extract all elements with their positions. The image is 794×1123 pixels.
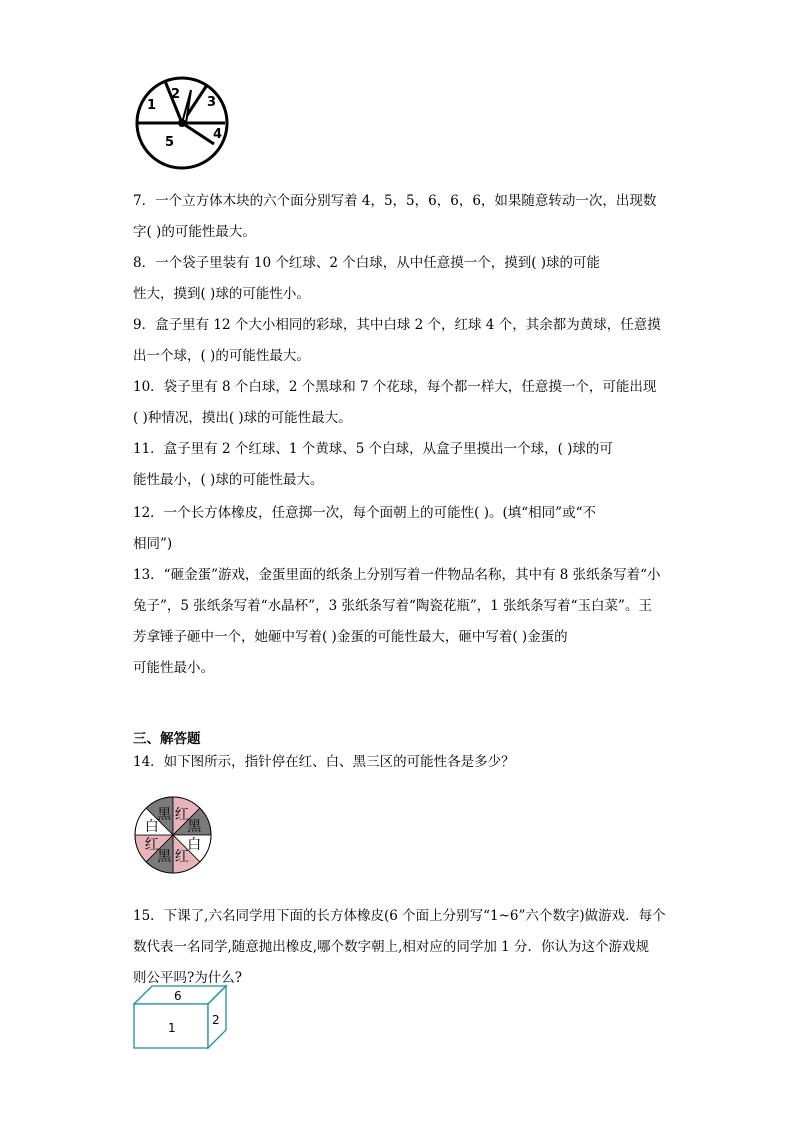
q12-line1: 12．一个长方体橡皮，任意掷一次，每个面朝上的可能性( )。(填“相同”或“不 — [133, 505, 596, 521]
q10-line1: 10．袋子里有 8 个白球，2 个黑球和 7 个花球，每个都一样大，任意摸一个，可能出现 — [133, 379, 657, 395]
q14-text: 14．如下图所示，指针停在红、白、黑三区的可能性各是多少？ — [133, 754, 515, 770]
spinner1-label-2: 2 — [171, 87, 181, 102]
q8-line2: 性大，摸到( )球的可能性小。 — [133, 286, 310, 302]
q11-line1: 11．盒子里有 2 个红球、1 个黄球、5 个白球，从盒子里摸出一个球，( )球的可 — [133, 441, 613, 457]
q9-line1: 9．盒子里有 12 个大小相同的彩球，其中白球 2 个，红球 4 个，其余都为黄球，任意摸 — [133, 317, 661, 333]
q7-line1: 7．一个立方体木块的六个面分别写着 4，5，5，6，6，6，如果随意转动一次，出现数 — [133, 193, 657, 209]
q7-line2: 字( )的可能性最大。 — [133, 224, 256, 240]
cuboid-side-label: 2 — [212, 1013, 220, 1027]
spinner2-sector-label: 红 — [174, 849, 189, 866]
q9-line2: 出一个球，( )的可能性最大。 — [133, 348, 310, 364]
spinner-diagram-2 — [133, 795, 213, 875]
spinner2-sector-label: 黑 — [157, 849, 172, 866]
q15-line2: 数代表一名同学,随意抛出橡皮,哪个数字朝上,相对应的同学加 1 分．你认为这个游戏规 — [133, 939, 650, 955]
q10-line2: ( )种情况，摸出( )球的可能性最大。 — [133, 410, 352, 426]
spinner1-label-4: 4 — [213, 127, 223, 142]
spinner2-sector-label: 白 — [144, 819, 159, 836]
spinner2-sector-label: 红 — [144, 836, 159, 853]
q13-line2: 兔子”，5 张纸条写着“水晶杯”，3 张纸条写着“陶瓷花瓶”，1 张纸条写着“玉白菜”。王 — [133, 598, 652, 614]
q13-line3: 芳拿锤子砸中一个，她砸中写着( )金蛋的可能性最大，砸中写着( )金蛋的 — [133, 629, 568, 645]
q15-line1: 15．下课了,六名同学用下面的长方体橡皮(6 个面上分别写“1~6”六个数字)做游戏．每个 — [133, 908, 666, 924]
section-title: 三、解答题 — [133, 731, 201, 747]
spinner2-sector-label: 黑 — [157, 806, 172, 823]
q13-line1: 13．“砸金蛋”游戏，金蛋里面的纸条上分别写着一件物品名称，其中有 8 张纸条写着“小 — [133, 567, 661, 583]
q8-line1: 8．一个袋子里装有 10 个红球、2 个白球，从中任意摸一个，摸到( )球的可能 — [133, 255, 601, 271]
spinner2-sector-label: 白 — [187, 836, 202, 853]
spinner2-sector-label: 黑 — [187, 819, 202, 836]
cuboid-front-label: 1 — [168, 1021, 176, 1035]
q13-line4: 可能性最小。 — [133, 660, 214, 676]
spinner1-label-3: 3 — [207, 95, 217, 110]
cuboid-diagram — [130, 982, 230, 1052]
spinner-diagram-1 — [133, 76, 233, 174]
q11-line2: 能性最小，( )球的可能性最大。 — [133, 472, 324, 488]
q12-line2: 相同”) — [133, 536, 173, 552]
cuboid-top-label: 6 — [174, 989, 182, 1003]
q15-line3: 则公平吗?为什么? — [133, 970, 242, 986]
spinner1-label-1: 1 — [147, 98, 157, 113]
spinner2-sector-label: 红 — [174, 806, 189, 823]
spinner1-label-5: 5 — [165, 135, 175, 150]
